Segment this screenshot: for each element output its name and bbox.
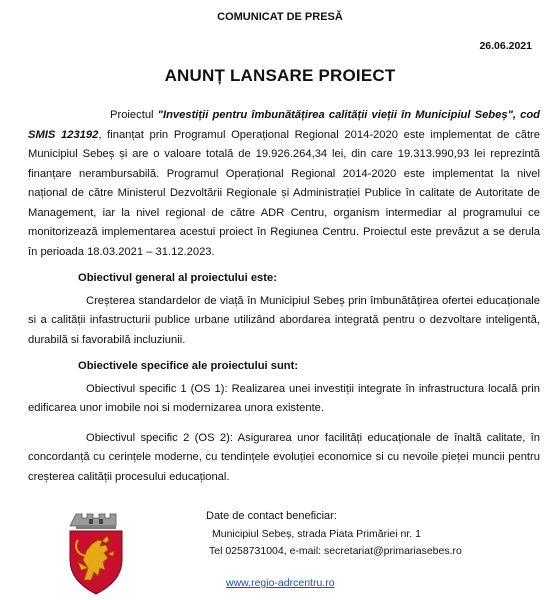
sebes-coat-of-arms-icon <box>62 510 130 596</box>
contact-phone-email: Tel 0258731004, e-mail: secretariat@primariasebes.ro <box>209 545 462 557</box>
specific-objectives-heading: Obiectivele specifice ale proiectului sunt: <box>78 360 299 372</box>
website-link[interactable]: www.regio-adrcentru.ro <box>226 577 335 589</box>
contact-address: Municipiul Sebeș, strada Piata Primăriei nr. 1 <box>212 527 421 540</box>
intro-lead: Proiectul <box>110 109 158 121</box>
contact-block <box>206 508 462 561</box>
specific-objective-1: Obiectivul specific 1 (OS 1): Realizarea unei investiții integrate în infrastructura locală prin edificarea unor imobile noi si modernizarea unora existente. <box>28 382 540 414</box>
general-objective-heading: Obiectivul general al proiectului este: <box>78 272 277 284</box>
intro-paragraph <box>28 106 540 262</box>
document-title: ANUNȚ LANSARE PROIECT <box>164 66 396 85</box>
specific-objective-2: Obiectivul specific 2 (OS 2): Asigurarea unor facilități educaționale de înaltă calitate, în concordanță cu cerințele moderne, cu tendințele evoluției economice si cu nevoile pieței muncii pentru creșterea calității procesului educațional. <box>28 431 540 483</box>
project-name: "Investiții pentru îmbunătățirea calității vieții în Municipiul Sebeș", cod SMIS 123192 <box>28 109 540 141</box>
document-body <box>28 106 540 487</box>
release-date: 26.06.2021 <box>479 40 532 52</box>
intro-text: , finanțat prin Programul Operațional Regional 2014-2020 este implementat de către Municipiul Sebeș și are o valoare totală de 19.926.264,34 lei, din care 19.313.990,93 lei reprezintă finanțare nerambursabilă. Programul Operațional Regional 2014-2020 este implementat la nivel național de către Ministerul Dezvoltării Regionale și Administrației Publice în calitate de Autoritate de Management, iar la nivel regional de către ADR Centru, organism intermediar al programului ce monitorizează implementarea acestui proiect în Regiunea Centru. Proiectul este prevăzut a se derula în perioada 18.03.2021 – 31.12.2023. <box>28 128 541 258</box>
contact-title: Date de contact beneficiar: <box>206 510 337 522</box>
press-release-label: COMUNICAT DE PRESĂ <box>217 11 343 23</box>
general-objective-text: Creșterea standardelor de viață în Municipiul Sebeș prin îmbunătățirea ofertei educaționale si a calității infastructurii publice urbane utilizând abordarea integrată pentru o dezvoltare inteligentă, durabilă si favorabilă incluziunii. <box>28 294 540 346</box>
